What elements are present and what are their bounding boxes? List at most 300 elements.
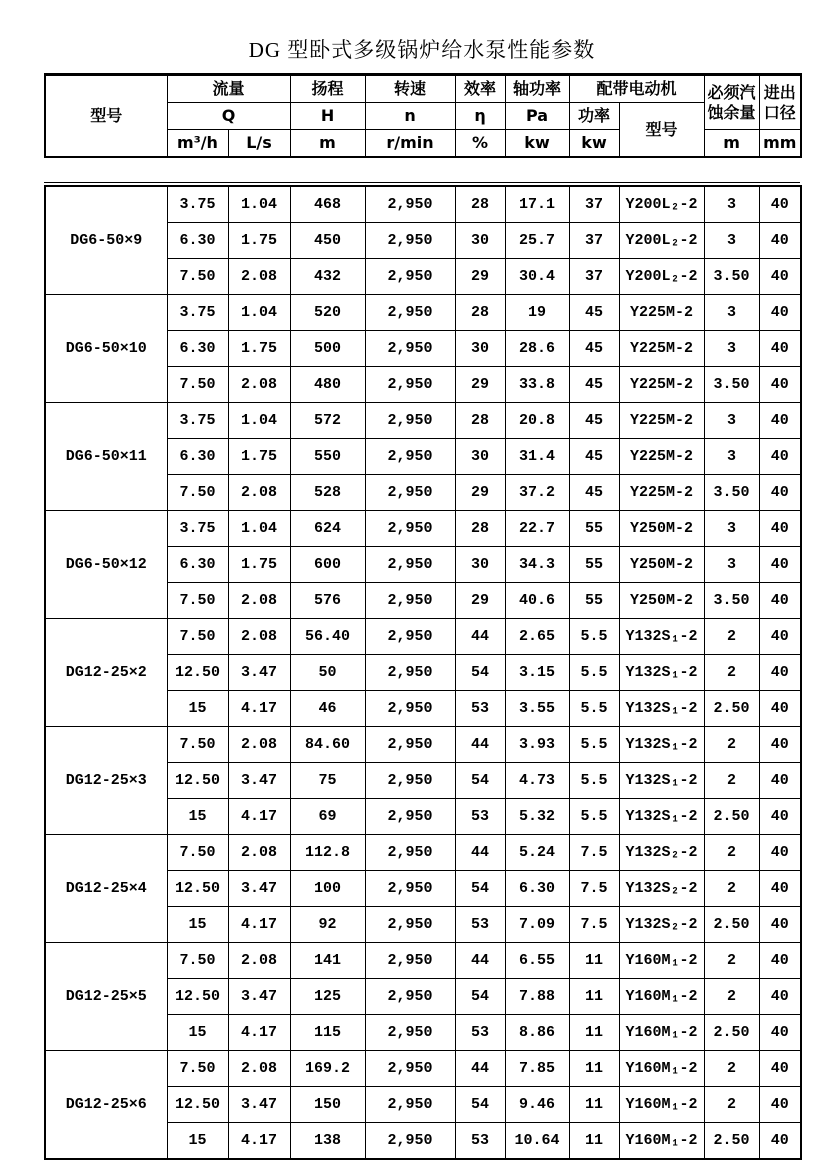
cell-motor-model: Y250M-2 — [619, 511, 704, 547]
cell-flow-ls: 2.08 — [228, 835, 290, 871]
cell-flow-m3h: 12.50 — [167, 979, 228, 1015]
cell-head: 56.40 — [290, 619, 365, 655]
unit-npsh: m — [704, 130, 759, 158]
cell-motor-power: 5.5 — [569, 691, 619, 727]
col-header-efficiency: 效率 — [455, 75, 505, 103]
cell-motor-power: 11 — [569, 943, 619, 979]
cell-flow-m3h: 15 — [167, 691, 228, 727]
cell-motor-power: 37 — [569, 186, 619, 223]
cell-motor-power: 55 — [569, 583, 619, 619]
cell-efficiency: 29 — [455, 475, 505, 511]
cell-motor-power: 45 — [569, 331, 619, 367]
cell-shaft-power: 17.1 — [505, 186, 569, 223]
cell-shaft-power: 28.6 — [505, 331, 569, 367]
cell-speed: 2,950 — [365, 186, 455, 223]
cell-head: 450 — [290, 223, 365, 259]
cell-flow-ls: 3.47 — [228, 979, 290, 1015]
cell-efficiency: 54 — [455, 763, 505, 799]
cell-flow-m3h: 7.50 — [167, 1051, 228, 1087]
cell-speed: 2,950 — [365, 871, 455, 907]
symbol-efficiency: η — [455, 103, 505, 130]
cell-motor-power: 45 — [569, 403, 619, 439]
cell-head: 84.60 — [290, 727, 365, 763]
cell-speed: 2,950 — [365, 547, 455, 583]
cell-diameter: 40 — [759, 835, 801, 871]
cell-motor-power: 55 — [569, 511, 619, 547]
cell-flow-ls: 1.04 — [228, 295, 290, 331]
col-header-pump-model: 型号 — [45, 75, 167, 158]
cell-npsh: 3 — [704, 331, 759, 367]
cell-motor-model: Y225M-2 — [619, 331, 704, 367]
cell-shaft-power: 10.64 — [505, 1123, 569, 1160]
cell-head: 150 — [290, 1087, 365, 1123]
cell-efficiency: 28 — [455, 403, 505, 439]
table-row — [45, 1051, 801, 1087]
cell-speed: 2,950 — [365, 691, 455, 727]
cell-diameter: 40 — [759, 1051, 801, 1087]
cell-head: 600 — [290, 547, 365, 583]
cell-flow-m3h: 7.50 — [167, 583, 228, 619]
table-row — [45, 943, 801, 979]
cell-motor-power: 7.5 — [569, 871, 619, 907]
table-row — [45, 511, 801, 547]
cell-shaft-power: 7.88 — [505, 979, 569, 1015]
unit-flow-ls: L/s — [228, 130, 290, 158]
cell-motor-model: Y160M₁-2 — [619, 943, 704, 979]
cell-flow-m3h: 7.50 — [167, 727, 228, 763]
cell-motor-model: Y132S₁-2 — [619, 799, 704, 835]
cell-diameter: 40 — [759, 655, 801, 691]
cell-shaft-power: 6.55 — [505, 943, 569, 979]
col-header-motor-model: 型号 — [619, 103, 704, 158]
cell-speed: 2,950 — [365, 907, 455, 943]
cell-speed: 2,950 — [365, 763, 455, 799]
cell-speed: 2,950 — [365, 367, 455, 403]
unit-motor-power: kw — [569, 130, 619, 158]
cell-head: 500 — [290, 331, 365, 367]
cell-npsh: 3.50 — [704, 583, 759, 619]
cell-npsh: 3 — [704, 186, 759, 223]
cell-efficiency: 28 — [455, 295, 505, 331]
cell-motor-power: 37 — [569, 223, 619, 259]
cell-diameter: 40 — [759, 871, 801, 907]
cell-motor-model: Y160M₁-2 — [619, 1087, 704, 1123]
cell-diameter: 40 — [759, 439, 801, 475]
cell-flow-ls: 2.08 — [228, 1051, 290, 1087]
cell-motor-model: Y225M-2 — [619, 403, 704, 439]
cell-npsh: 2 — [704, 979, 759, 1015]
unit-diameter: mm — [759, 130, 801, 158]
cell-speed: 2,950 — [365, 799, 455, 835]
unit-efficiency: % — [455, 130, 505, 158]
cell-shaft-power: 3.55 — [505, 691, 569, 727]
cell-speed: 2,950 — [365, 655, 455, 691]
pump-model-cell: DG12-25×2 — [45, 619, 167, 727]
cell-head: 46 — [290, 691, 365, 727]
cell-npsh: 3 — [704, 295, 759, 331]
cell-efficiency: 44 — [455, 727, 505, 763]
cell-npsh: 2.50 — [704, 1123, 759, 1160]
cell-motor-model: Y225M-2 — [619, 475, 704, 511]
cell-efficiency: 53 — [455, 907, 505, 943]
cell-shaft-power: 40.6 — [505, 583, 569, 619]
cell-flow-ls: 1.75 — [228, 331, 290, 367]
cell-npsh: 2.50 — [704, 1015, 759, 1051]
cell-flow-m3h: 7.50 — [167, 259, 228, 295]
cell-diameter: 40 — [759, 799, 801, 835]
col-header-npsh: 必须汽蚀余量 — [704, 75, 759, 130]
cell-diameter: 40 — [759, 511, 801, 547]
cell-flow-ls: 1.75 — [228, 223, 290, 259]
cell-efficiency: 30 — [455, 223, 505, 259]
cell-motor-model: Y132S₁-2 — [619, 655, 704, 691]
cell-shaft-power: 31.4 — [505, 439, 569, 475]
cell-efficiency: 30 — [455, 439, 505, 475]
cell-npsh: 2 — [704, 835, 759, 871]
table-row — [45, 295, 801, 331]
cell-flow-m3h: 6.30 — [167, 223, 228, 259]
table-row — [45, 186, 801, 223]
cell-shaft-power: 37.2 — [505, 475, 569, 511]
cell-speed: 2,950 — [365, 259, 455, 295]
cell-efficiency: 53 — [455, 1015, 505, 1051]
pump-model-cell: DG6-50×12 — [45, 511, 167, 619]
cell-efficiency: 54 — [455, 1087, 505, 1123]
cell-efficiency: 53 — [455, 799, 505, 835]
cell-speed: 2,950 — [365, 403, 455, 439]
cell-motor-model: Y225M-2 — [619, 367, 704, 403]
cell-motor-model: Y132S₂-2 — [619, 907, 704, 943]
symbol-shaft-power: Pa — [505, 103, 569, 130]
cell-efficiency: 30 — [455, 331, 505, 367]
cell-efficiency: 53 — [455, 1123, 505, 1160]
cell-motor-power: 11 — [569, 1087, 619, 1123]
cell-motor-model: Y200L₂-2 — [619, 223, 704, 259]
cell-npsh: 2.50 — [704, 907, 759, 943]
cell-efficiency: 29 — [455, 583, 505, 619]
cell-speed: 2,950 — [365, 619, 455, 655]
cell-flow-m3h: 12.50 — [167, 655, 228, 691]
cell-npsh: 2 — [704, 619, 759, 655]
cell-efficiency: 28 — [455, 511, 505, 547]
symbol-head: H — [290, 103, 365, 130]
cell-motor-model: Y225M-2 — [619, 295, 704, 331]
cell-flow-m3h: 7.50 — [167, 367, 228, 403]
cell-flow-ls: 1.04 — [228, 403, 290, 439]
cell-efficiency: 30 — [455, 547, 505, 583]
cell-diameter: 40 — [759, 907, 801, 943]
cell-diameter: 40 — [759, 619, 801, 655]
cell-flow-m3h: 15 — [167, 907, 228, 943]
cell-flow-ls: 2.08 — [228, 727, 290, 763]
page-title: DG 型卧式多级锅炉给水泵性能参数 — [248, 38, 596, 62]
pump-model-cell: DG12-25×3 — [45, 727, 167, 835]
cell-motor-power: 45 — [569, 367, 619, 403]
cell-head: 138 — [290, 1123, 365, 1160]
cell-motor-model: Y200L₂-2 — [619, 259, 704, 295]
cell-head: 624 — [290, 511, 365, 547]
cell-flow-m3h: 3.75 — [167, 295, 228, 331]
cell-npsh: 2 — [704, 871, 759, 907]
cell-motor-model: Y250M-2 — [619, 547, 704, 583]
pump-model-cell: DG6-50×11 — [45, 403, 167, 511]
cell-flow-ls: 2.08 — [228, 619, 290, 655]
header-table — [44, 73, 802, 158]
col-header-diameter: 进出口径 — [759, 75, 801, 130]
cell-motor-model: Y132S₂-2 — [619, 871, 704, 907]
cell-diameter: 40 — [759, 979, 801, 1015]
cell-motor-power: 5.5 — [569, 727, 619, 763]
cell-flow-m3h: 6.30 — [167, 331, 228, 367]
cell-motor-model: Y160M₁-2 — [619, 1015, 704, 1051]
cell-speed: 2,950 — [365, 475, 455, 511]
cell-flow-m3h: 3.75 — [167, 511, 228, 547]
cell-speed: 2,950 — [365, 835, 455, 871]
table-row — [45, 727, 801, 763]
cell-speed: 2,950 — [365, 511, 455, 547]
cell-head: 69 — [290, 799, 365, 835]
cell-npsh: 2 — [704, 943, 759, 979]
cell-shaft-power: 3.93 — [505, 727, 569, 763]
data-table-wrapper — [44, 182, 800, 1160]
cell-motor-model: Y132S₁-2 — [619, 727, 704, 763]
cell-efficiency: 44 — [455, 943, 505, 979]
cell-flow-m3h: 12.50 — [167, 871, 228, 907]
cell-speed: 2,950 — [365, 583, 455, 619]
cell-motor-model: Y225M-2 — [619, 439, 704, 475]
cell-motor-model: Y132S₁-2 — [619, 691, 704, 727]
pump-model-cell: DG12-25×6 — [45, 1051, 167, 1160]
unit-shaft-power: kw — [505, 130, 569, 158]
cell-npsh: 3 — [704, 511, 759, 547]
cell-flow-ls: 1.04 — [228, 186, 290, 223]
symbol-flow: Q — [167, 103, 290, 130]
cell-motor-power: 45 — [569, 295, 619, 331]
cell-head: 468 — [290, 186, 365, 223]
cell-efficiency: 44 — [455, 619, 505, 655]
cell-speed: 2,950 — [365, 295, 455, 331]
cell-npsh: 3 — [704, 439, 759, 475]
cell-motor-power: 5.5 — [569, 799, 619, 835]
cell-diameter: 40 — [759, 223, 801, 259]
cell-speed: 2,950 — [365, 1015, 455, 1051]
cell-diameter: 40 — [759, 259, 801, 295]
cell-npsh: 2 — [704, 655, 759, 691]
document-page — [44, 0, 800, 1160]
cell-head: 112.8 — [290, 835, 365, 871]
cell-flow-m3h: 12.50 — [167, 1087, 228, 1123]
symbol-speed: n — [365, 103, 455, 130]
cell-diameter: 40 — [759, 1123, 801, 1160]
cell-motor-power: 55 — [569, 547, 619, 583]
pump-model-cell: DG12-25×4 — [45, 835, 167, 943]
cell-npsh: 2.50 — [704, 691, 759, 727]
cell-npsh: 3.50 — [704, 367, 759, 403]
cell-head: 115 — [290, 1015, 365, 1051]
table-row — [45, 403, 801, 439]
cell-shaft-power: 7.09 — [505, 907, 569, 943]
cell-motor-model: Y160M₁-2 — [619, 1051, 704, 1087]
cell-npsh: 3 — [704, 223, 759, 259]
cell-flow-m3h: 3.75 — [167, 403, 228, 439]
col-header-motor-group: 配带电动机 — [569, 75, 704, 103]
cell-flow-ls: 1.75 — [228, 547, 290, 583]
cell-speed: 2,950 — [365, 727, 455, 763]
cell-npsh: 2 — [704, 1051, 759, 1087]
cell-shaft-power: 34.3 — [505, 547, 569, 583]
cell-motor-power: 7.5 — [569, 907, 619, 943]
cell-head: 92 — [290, 907, 365, 943]
cell-motor-power: 45 — [569, 475, 619, 511]
cell-efficiency: 44 — [455, 835, 505, 871]
cell-head: 50 — [290, 655, 365, 691]
pump-model-cell: DG6-50×10 — [45, 295, 167, 403]
cell-shaft-power: 30.4 — [505, 259, 569, 295]
cell-flow-ls: 1.04 — [228, 511, 290, 547]
pump-model-cell: DG6-50×9 — [45, 186, 167, 295]
cell-flow-m3h: 7.50 — [167, 835, 228, 871]
cell-efficiency: 29 — [455, 259, 505, 295]
unit-head: m — [290, 130, 365, 158]
cell-shaft-power: 33.8 — [505, 367, 569, 403]
cell-motor-power: 11 — [569, 979, 619, 1015]
cell-speed: 2,950 — [365, 439, 455, 475]
cell-flow-ls: 2.08 — [228, 259, 290, 295]
cell-motor-model: Y200L₂-2 — [619, 186, 704, 223]
col-header-motor-power: 功率 — [569, 103, 619, 130]
cell-speed: 2,950 — [365, 1123, 455, 1160]
cell-flow-ls: 2.08 — [228, 475, 290, 511]
cell-flow-m3h: 6.30 — [167, 439, 228, 475]
cell-shaft-power: 2.65 — [505, 619, 569, 655]
cell-diameter: 40 — [759, 763, 801, 799]
cell-motor-model: Y160M₁-2 — [619, 979, 704, 1015]
cell-head: 432 — [290, 259, 365, 295]
cell-flow-ls: 1.75 — [228, 439, 290, 475]
cell-speed: 2,950 — [365, 223, 455, 259]
cell-flow-m3h: 7.50 — [167, 619, 228, 655]
cell-head: 576 — [290, 583, 365, 619]
cell-flow-ls: 4.17 — [228, 799, 290, 835]
cell-efficiency: 28 — [455, 186, 505, 223]
cell-motor-power: 45 — [569, 439, 619, 475]
cell-efficiency: 44 — [455, 1051, 505, 1087]
cell-flow-ls: 2.08 — [228, 367, 290, 403]
cell-diameter: 40 — [759, 331, 801, 367]
cell-flow-ls: 2.08 — [228, 583, 290, 619]
cell-motor-power: 7.5 — [569, 835, 619, 871]
cell-diameter: 40 — [759, 367, 801, 403]
pump-model-cell: DG12-25×5 — [45, 943, 167, 1051]
cell-diameter: 40 — [759, 186, 801, 223]
cell-flow-ls: 4.17 — [228, 1123, 290, 1160]
cell-diameter: 40 — [759, 1015, 801, 1051]
table-row — [45, 619, 801, 655]
cell-diameter: 40 — [759, 295, 801, 331]
cell-diameter: 40 — [759, 547, 801, 583]
cell-head: 572 — [290, 403, 365, 439]
cell-speed: 2,950 — [365, 979, 455, 1015]
cell-npsh: 2 — [704, 727, 759, 763]
cell-diameter: 40 — [759, 583, 801, 619]
cell-diameter: 40 — [759, 943, 801, 979]
cell-speed: 2,950 — [365, 943, 455, 979]
cell-npsh: 2 — [704, 1087, 759, 1123]
cell-shaft-power: 22.7 — [505, 511, 569, 547]
cell-diameter: 40 — [759, 727, 801, 763]
cell-flow-m3h: 7.50 — [167, 475, 228, 511]
cell-flow-ls: 4.17 — [228, 691, 290, 727]
cell-motor-power: 5.5 — [569, 763, 619, 799]
cell-head: 169.2 — [290, 1051, 365, 1087]
cell-npsh: 2 — [704, 763, 759, 799]
cell-motor-power: 11 — [569, 1015, 619, 1051]
col-header-flow: 流量 — [167, 75, 290, 103]
cell-npsh: 3.50 — [704, 475, 759, 511]
cell-motor-power: 5.5 — [569, 655, 619, 691]
cell-flow-ls: 4.17 — [228, 1015, 290, 1051]
cell-head: 528 — [290, 475, 365, 511]
cell-shaft-power: 3.15 — [505, 655, 569, 691]
cell-shaft-power: 25.7 — [505, 223, 569, 259]
col-header-shaft-power: 轴功率 — [505, 75, 569, 103]
cell-npsh: 2.50 — [704, 799, 759, 835]
cell-motor-model: Y132S₁-2 — [619, 619, 704, 655]
cell-head: 480 — [290, 367, 365, 403]
col-header-head: 扬程 — [290, 75, 365, 103]
cell-head: 141 — [290, 943, 365, 979]
cell-diameter: 40 — [759, 691, 801, 727]
cell-diameter: 40 — [759, 475, 801, 511]
cell-head: 100 — [290, 871, 365, 907]
cell-flow-m3h: 15 — [167, 1123, 228, 1160]
cell-speed: 2,950 — [365, 1087, 455, 1123]
cell-speed: 2,950 — [365, 1051, 455, 1087]
cell-efficiency: 54 — [455, 979, 505, 1015]
data-table — [44, 185, 802, 1160]
cell-diameter: 40 — [759, 1087, 801, 1123]
cell-shaft-power: 5.24 — [505, 835, 569, 871]
cell-shaft-power: 8.86 — [505, 1015, 569, 1051]
table-row — [45, 835, 801, 871]
cell-efficiency: 53 — [455, 691, 505, 727]
cell-flow-m3h: 3.75 — [167, 186, 228, 223]
cell-efficiency: 54 — [455, 655, 505, 691]
cell-efficiency: 54 — [455, 871, 505, 907]
cell-motor-model: Y160M₁-2 — [619, 1123, 704, 1160]
cell-head: 520 — [290, 295, 365, 331]
cell-flow-ls: 2.08 — [228, 943, 290, 979]
cell-diameter: 40 — [759, 403, 801, 439]
col-header-speed: 转速 — [365, 75, 455, 103]
cell-head: 75 — [290, 763, 365, 799]
cell-motor-power: 5.5 — [569, 619, 619, 655]
cell-motor-model: Y132S₁-2 — [619, 763, 704, 799]
unit-speed: r/min — [365, 130, 455, 158]
cell-shaft-power: 7.85 — [505, 1051, 569, 1087]
cell-shaft-power: 5.32 — [505, 799, 569, 835]
cell-flow-m3h: 15 — [167, 1015, 228, 1051]
cell-motor-model: Y250M-2 — [619, 583, 704, 619]
cell-efficiency: 29 — [455, 367, 505, 403]
cell-shaft-power: 9.46 — [505, 1087, 569, 1123]
unit-flow-m3h: m³/h — [167, 130, 228, 158]
cell-shaft-power: 4.73 — [505, 763, 569, 799]
cell-flow-m3h: 6.30 — [167, 547, 228, 583]
header-row-1 — [45, 75, 801, 103]
cell-flow-ls: 3.47 — [228, 871, 290, 907]
cell-shaft-power: 6.30 — [505, 871, 569, 907]
